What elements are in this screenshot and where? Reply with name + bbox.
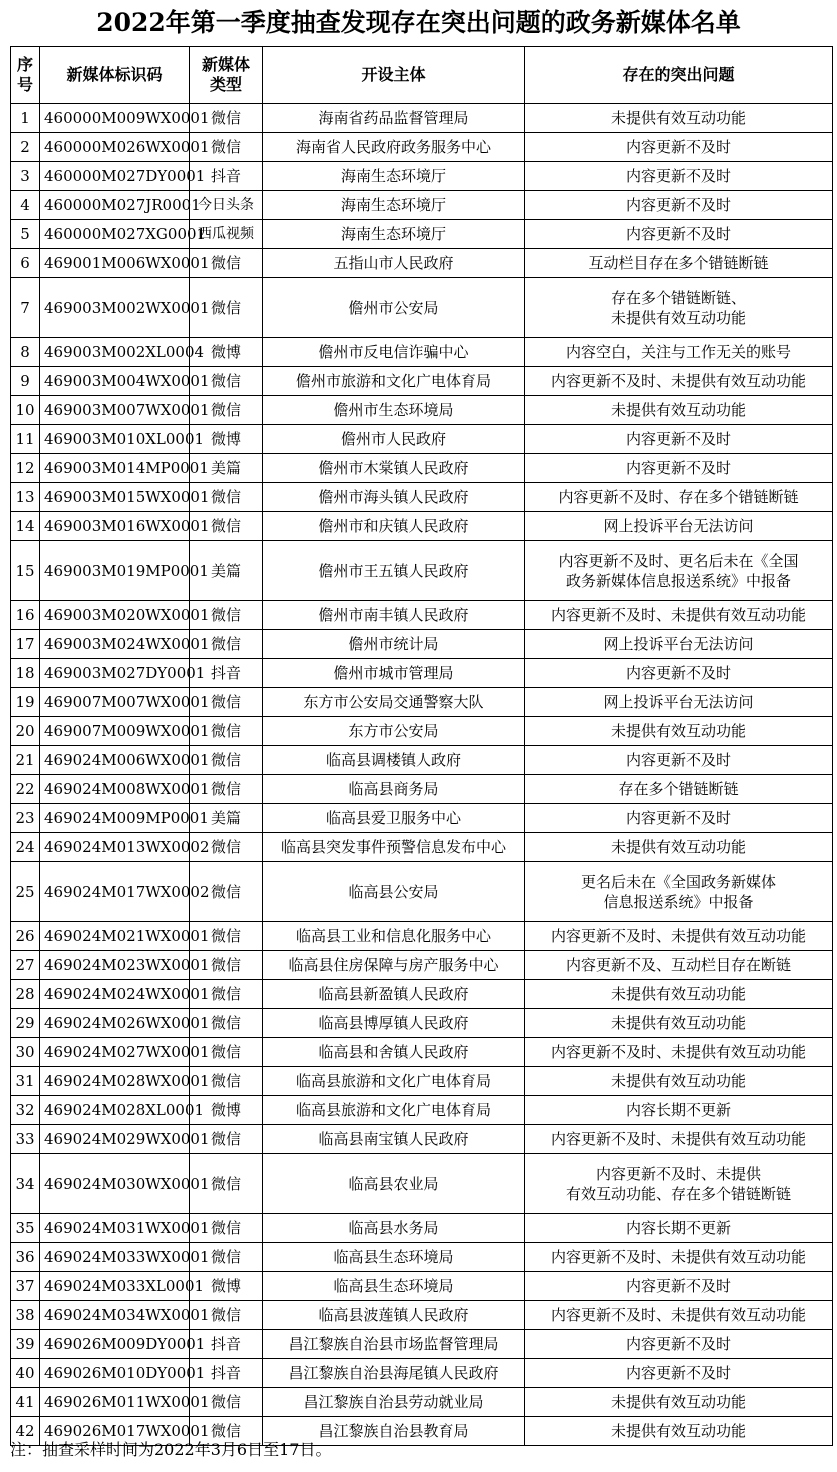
table-row bbox=[11, 1388, 833, 1417]
cell-code: 469024M030WX0001 bbox=[40, 1154, 190, 1214]
table-row bbox=[11, 1125, 833, 1154]
cell-issue: 内容更新不及时 bbox=[525, 804, 833, 833]
cell-issue: 未提供有效互动功能 bbox=[525, 1067, 833, 1096]
cell-owner: 儋州市王五镇人民政府 bbox=[263, 541, 525, 601]
table-row bbox=[11, 133, 833, 162]
table-row bbox=[11, 746, 833, 775]
cell-type: 微信 bbox=[190, 512, 263, 541]
table-row bbox=[11, 1214, 833, 1243]
cell-code: 469024M009MP0001 bbox=[40, 804, 190, 833]
cell-type: 微信 bbox=[190, 1214, 263, 1243]
cell-owner: 儋州市城市管理局 bbox=[263, 659, 525, 688]
cell-type: 微信 bbox=[190, 1125, 263, 1154]
cell-code: 469024M021WX0001 bbox=[40, 922, 190, 951]
cell-owner: 临高县生态环境局 bbox=[263, 1243, 525, 1272]
table-row bbox=[11, 804, 833, 833]
cell-owner: 海南省人民政府政务服务中心 bbox=[263, 133, 525, 162]
cell-type: 抖音 bbox=[190, 1330, 263, 1359]
cell-code: 469026M009DY0001 bbox=[40, 1330, 190, 1359]
cell-seq: 13 bbox=[11, 483, 40, 512]
cell-code: 469003M004WX0001 bbox=[40, 367, 190, 396]
cell-issue: 内容更新不及时 bbox=[525, 746, 833, 775]
cell-issue: 内容空白，关注与工作无关的账号 bbox=[525, 338, 833, 367]
table-row bbox=[11, 1038, 833, 1067]
cell-seq: 8 bbox=[11, 338, 40, 367]
cell-owner: 临高县南宝镇人民政府 bbox=[263, 1125, 525, 1154]
cell-issue: 内容更新不及时 bbox=[525, 162, 833, 191]
cell-type: 美篇 bbox=[190, 541, 263, 601]
cell-seq: 10 bbox=[11, 396, 40, 425]
cell-seq: 25 bbox=[11, 862, 40, 922]
cell-code: 469003M014MP0001 bbox=[40, 454, 190, 483]
cell-type: 微信 bbox=[190, 1067, 263, 1096]
cell-issue: 存在多个错链断链、 未提供有效互动功能 bbox=[525, 278, 833, 338]
table-row bbox=[11, 862, 833, 922]
cell-owner: 临高县工业和信息化服务中心 bbox=[263, 922, 525, 951]
cell-code: 469024M023WX0001 bbox=[40, 951, 190, 980]
table-row bbox=[11, 162, 833, 191]
cell-seq: 40 bbox=[11, 1359, 40, 1388]
cell-owner: 昌江黎族自治县市场监督管理局 bbox=[263, 1330, 525, 1359]
cell-code: 469024M024WX0001 bbox=[40, 980, 190, 1009]
cell-seq: 15 bbox=[11, 541, 40, 601]
cell-seq: 11 bbox=[11, 425, 40, 454]
cell-owner: 海南生态环境厅 bbox=[263, 220, 525, 249]
cell-seq: 7 bbox=[11, 278, 40, 338]
cell-issue: 未提供有效互动功能 bbox=[525, 1417, 833, 1446]
cell-issue: 内容长期不更新 bbox=[525, 1214, 833, 1243]
cell-code: 460000M026WX0001 bbox=[40, 133, 190, 162]
cell-code: 469003M010XL0001 bbox=[40, 425, 190, 454]
cell-seq: 16 bbox=[11, 601, 40, 630]
cell-owner: 临高县水务局 bbox=[263, 1214, 525, 1243]
cell-owner: 临高县住房保障与房产服务中心 bbox=[263, 951, 525, 980]
cell-issue: 未提供有效互动功能 bbox=[525, 717, 833, 746]
cell-issue: 内容更新不及时 bbox=[525, 1330, 833, 1359]
cell-owner: 儋州市生态环境局 bbox=[263, 396, 525, 425]
table-body bbox=[11, 104, 833, 1446]
cell-code: 460000M009WX0001 bbox=[40, 104, 190, 133]
cell-seq: 22 bbox=[11, 775, 40, 804]
cell-code: 469003M019MP0001 bbox=[40, 541, 190, 601]
cell-type: 微信 bbox=[190, 249, 263, 278]
cell-code: 469003M027DY0001 bbox=[40, 659, 190, 688]
table-row bbox=[11, 1330, 833, 1359]
header-issue: 存在的突出问题 bbox=[525, 47, 833, 104]
cell-owner: 昌江黎族自治县海尾镇人民政府 bbox=[263, 1359, 525, 1388]
cell-code: 469003M015WX0001 bbox=[40, 483, 190, 512]
cell-seq: 38 bbox=[11, 1301, 40, 1330]
cell-seq: 21 bbox=[11, 746, 40, 775]
table-row bbox=[11, 922, 833, 951]
cell-seq: 31 bbox=[11, 1067, 40, 1096]
cell-issue: 互动栏目存在多个错链断链 bbox=[525, 249, 833, 278]
table-row bbox=[11, 833, 833, 862]
cell-owner: 东方市公安局交通警察大队 bbox=[263, 688, 525, 717]
cell-seq: 28 bbox=[11, 980, 40, 1009]
cell-issue: 更名后未在《全国政务新媒体 信息报送系统》中报备 bbox=[525, 862, 833, 922]
header-type: 新媒体 类型 bbox=[190, 47, 263, 104]
cell-issue: 内容长期不更新 bbox=[525, 1096, 833, 1125]
cell-issue: 内容更新不及时、未提供有效互动功能 bbox=[525, 1125, 833, 1154]
cell-owner: 临高县公安局 bbox=[263, 862, 525, 922]
cell-code: 469024M033XL0001 bbox=[40, 1272, 190, 1301]
cell-type: 今日头条 bbox=[190, 191, 263, 220]
cell-owner: 海南生态环境厅 bbox=[263, 191, 525, 220]
cell-seq: 1 bbox=[11, 104, 40, 133]
table-header-row bbox=[11, 47, 833, 104]
cell-type: 抖音 bbox=[190, 1359, 263, 1388]
cell-code: 469003M007WX0001 bbox=[40, 396, 190, 425]
cell-type: 微信 bbox=[190, 1009, 263, 1038]
table-row bbox=[11, 980, 833, 1009]
cell-type: 微信 bbox=[190, 483, 263, 512]
cell-issue: 未提供有效互动功能 bbox=[525, 104, 833, 133]
cell-code: 469003M002WX0001 bbox=[40, 278, 190, 338]
cell-owner: 昌江黎族自治县教育局 bbox=[263, 1417, 525, 1446]
table-row bbox=[11, 1096, 833, 1125]
cell-type: 微信 bbox=[190, 396, 263, 425]
cell-code: 469026M011WX0001 bbox=[40, 1388, 190, 1417]
cell-code: 469007M007WX0001 bbox=[40, 688, 190, 717]
header-seq: 序 号 bbox=[11, 47, 40, 104]
cell-owner: 儋州市反电信诈骗中心 bbox=[263, 338, 525, 367]
table-row bbox=[11, 630, 833, 659]
cell-type: 微信 bbox=[190, 367, 263, 396]
table-row bbox=[11, 1009, 833, 1038]
cell-seq: 17 bbox=[11, 630, 40, 659]
cell-owner: 儋州市人民政府 bbox=[263, 425, 525, 454]
table-row bbox=[11, 1067, 833, 1096]
document-title: 2022年第一季度抽查发现存在突出问题的政务新媒体名单 bbox=[96, 8, 741, 37]
cell-owner: 儋州市公安局 bbox=[263, 278, 525, 338]
cell-owner: 临高县爱卫服务中心 bbox=[263, 804, 525, 833]
cell-type: 微信 bbox=[190, 688, 263, 717]
cell-code: 460000M027DY0001 bbox=[40, 162, 190, 191]
cell-seq: 41 bbox=[11, 1388, 40, 1417]
cell-owner: 临高县突发事件预警信息发布中心 bbox=[263, 833, 525, 862]
cell-issue: 内容更新不及时 bbox=[525, 1272, 833, 1301]
cell-seq: 42 bbox=[11, 1417, 40, 1446]
cell-code: 469024M028XL0001 bbox=[40, 1096, 190, 1125]
cell-issue: 内容更新不及时 bbox=[525, 425, 833, 454]
cell-issue: 内容更新不及时 bbox=[525, 1359, 833, 1388]
cell-type: 微信 bbox=[190, 1038, 263, 1067]
cell-seq: 32 bbox=[11, 1096, 40, 1125]
cell-seq: 35 bbox=[11, 1214, 40, 1243]
cell-issue: 内容更新不及时、更名后未在《全国 政务新媒体信息报送系统》中报备 bbox=[525, 541, 833, 601]
table-row bbox=[11, 541, 833, 601]
table-row bbox=[11, 425, 833, 454]
cell-type: 微博 bbox=[190, 1272, 263, 1301]
cell-owner: 临高县波莲镇人民政府 bbox=[263, 1301, 525, 1330]
cell-seq: 27 bbox=[11, 951, 40, 980]
cell-seq: 4 bbox=[11, 191, 40, 220]
table-row bbox=[11, 601, 833, 630]
cell-seq: 2 bbox=[11, 133, 40, 162]
cell-code: 469024M031WX0001 bbox=[40, 1214, 190, 1243]
table-row bbox=[11, 512, 833, 541]
cell-seq: 3 bbox=[11, 162, 40, 191]
cell-type: 微信 bbox=[190, 862, 263, 922]
table-row bbox=[11, 1359, 833, 1388]
cell-issue: 网上投诉平台无法访问 bbox=[525, 512, 833, 541]
cell-issue: 未提供有效互动功能 bbox=[525, 980, 833, 1009]
table-row bbox=[11, 688, 833, 717]
cell-owner: 海南省药品监督管理局 bbox=[263, 104, 525, 133]
table-row bbox=[11, 1243, 833, 1272]
table-row bbox=[11, 483, 833, 512]
cell-issue: 未提供有效互动功能 bbox=[525, 396, 833, 425]
cell-issue: 内容更新不及时、未提供有效互动功能 bbox=[525, 601, 833, 630]
cell-type: 微信 bbox=[190, 1388, 263, 1417]
cell-type: 微信 bbox=[190, 746, 263, 775]
cell-issue: 网上投诉平台无法访问 bbox=[525, 688, 833, 717]
cell-type: 微信 bbox=[190, 601, 263, 630]
cell-issue: 内容更新不及时、未提供有效互动功能 bbox=[525, 1243, 833, 1272]
cell-seq: 30 bbox=[11, 1038, 40, 1067]
cell-type: 西瓜视频 bbox=[190, 220, 263, 249]
cell-type: 美篇 bbox=[190, 454, 263, 483]
cell-code: 469007M009WX0001 bbox=[40, 717, 190, 746]
cell-seq: 36 bbox=[11, 1243, 40, 1272]
cell-issue: 内容更新不及时 bbox=[525, 659, 833, 688]
table-row bbox=[11, 659, 833, 688]
table-row bbox=[11, 775, 833, 804]
cell-type: 微信 bbox=[190, 717, 263, 746]
cell-type: 抖音 bbox=[190, 162, 263, 191]
cell-issue: 内容更新不及时、未提供有效互动功能 bbox=[525, 922, 833, 951]
cell-seq: 29 bbox=[11, 1009, 40, 1038]
cell-seq: 14 bbox=[11, 512, 40, 541]
table-row bbox=[11, 951, 833, 980]
cell-code: 469003M016WX0001 bbox=[40, 512, 190, 541]
cell-code: 469003M002XL0004 bbox=[40, 338, 190, 367]
cell-seq: 33 bbox=[11, 1125, 40, 1154]
cell-issue: 内容更新不及时 bbox=[525, 191, 833, 220]
table-row bbox=[11, 220, 833, 249]
cell-type: 微信 bbox=[190, 980, 263, 1009]
cell-owner: 东方市公安局 bbox=[263, 717, 525, 746]
cell-seq: 20 bbox=[11, 717, 40, 746]
cell-code: 469003M024WX0001 bbox=[40, 630, 190, 659]
cell-code: 469024M013WX0002 bbox=[40, 833, 190, 862]
cell-type: 微博 bbox=[190, 338, 263, 367]
cell-code: 469024M034WX0001 bbox=[40, 1301, 190, 1330]
cell-seq: 5 bbox=[11, 220, 40, 249]
table-row bbox=[11, 1272, 833, 1301]
cell-code: 469024M017WX0002 bbox=[40, 862, 190, 922]
cell-owner: 昌江黎族自治县劳动就业局 bbox=[263, 1388, 525, 1417]
cell-issue: 未提供有效互动功能 bbox=[525, 833, 833, 862]
cell-owner: 儋州市南丰镇人民政府 bbox=[263, 601, 525, 630]
cell-type: 微信 bbox=[190, 1417, 263, 1446]
cell-issue: 内容更新不及时 bbox=[525, 220, 833, 249]
table-row bbox=[11, 278, 833, 338]
cell-issue: 内容更新不及时、未提供 有效互动功能、存在多个错链断链 bbox=[525, 1154, 833, 1214]
cell-issue: 存在多个错链断链 bbox=[525, 775, 833, 804]
header-owner: 开设主体 bbox=[263, 47, 525, 104]
cell-seq: 24 bbox=[11, 833, 40, 862]
cell-type: 抖音 bbox=[190, 659, 263, 688]
cell-type: 微信 bbox=[190, 133, 263, 162]
cell-code: 469024M028WX0001 bbox=[40, 1067, 190, 1096]
header-code: 新媒体标识码 bbox=[40, 47, 190, 104]
cell-type: 微信 bbox=[190, 1301, 263, 1330]
sampling-note: 注：抽查采样时间为2022年3月6日至17日。 bbox=[10, 1440, 332, 1459]
table-row bbox=[11, 104, 833, 133]
table-row bbox=[11, 249, 833, 278]
cell-owner: 临高县商务局 bbox=[263, 775, 525, 804]
cell-seq: 18 bbox=[11, 659, 40, 688]
cell-type: 微信 bbox=[190, 833, 263, 862]
cell-type: 微信 bbox=[190, 951, 263, 980]
cell-owner: 临高县和舍镇人民政府 bbox=[263, 1038, 525, 1067]
cell-owner: 海南生态环境厅 bbox=[263, 162, 525, 191]
cell-code: 469024M029WX0001 bbox=[40, 1125, 190, 1154]
cell-code: 469024M027WX0001 bbox=[40, 1038, 190, 1067]
cell-type: 微信 bbox=[190, 775, 263, 804]
cell-issue: 未提供有效互动功能 bbox=[525, 1388, 833, 1417]
cell-type: 微信 bbox=[190, 1243, 263, 1272]
cell-seq: 6 bbox=[11, 249, 40, 278]
cell-owner: 临高县博厚镇人民政府 bbox=[263, 1009, 525, 1038]
problem-media-table bbox=[10, 46, 833, 1446]
cell-issue: 内容更新不及时、未提供有效互动功能 bbox=[525, 1038, 833, 1067]
table-row bbox=[11, 1301, 833, 1330]
table-row bbox=[11, 396, 833, 425]
table-row bbox=[11, 191, 833, 220]
cell-type: 微信 bbox=[190, 922, 263, 951]
cell-type: 微博 bbox=[190, 1096, 263, 1125]
cell-type: 微信 bbox=[190, 630, 263, 659]
cell-owner: 儋州市海头镇人民政府 bbox=[263, 483, 525, 512]
cell-code: 469026M010DY0001 bbox=[40, 1359, 190, 1388]
cell-seq: 34 bbox=[11, 1154, 40, 1214]
cell-seq: 26 bbox=[11, 922, 40, 951]
cell-issue: 内容更新不及时 bbox=[525, 133, 833, 162]
cell-seq: 23 bbox=[11, 804, 40, 833]
table-row bbox=[11, 367, 833, 396]
cell-owner: 五指山市人民政府 bbox=[263, 249, 525, 278]
cell-issue: 网上投诉平台无法访问 bbox=[525, 630, 833, 659]
cell-seq: 37 bbox=[11, 1272, 40, 1301]
cell-type: 微信 bbox=[190, 104, 263, 133]
cell-type: 微信 bbox=[190, 1154, 263, 1214]
cell-seq: 39 bbox=[11, 1330, 40, 1359]
cell-owner: 临高县旅游和文化广电体育局 bbox=[263, 1067, 525, 1096]
cell-issue: 内容更新不及时、存在多个错链断链 bbox=[525, 483, 833, 512]
cell-issue: 内容更新不及时、未提供有效互动功能 bbox=[525, 1301, 833, 1330]
cell-code: 469024M008WX0001 bbox=[40, 775, 190, 804]
cell-owner: 儋州市统计局 bbox=[263, 630, 525, 659]
table-row bbox=[11, 1154, 833, 1214]
cell-owner: 儋州市旅游和文化广电体育局 bbox=[263, 367, 525, 396]
cell-issue: 内容更新不及、互动栏目存在断链 bbox=[525, 951, 833, 980]
cell-owner: 临高县农业局 bbox=[263, 1154, 525, 1214]
cell-code: 469024M033WX0001 bbox=[40, 1243, 190, 1272]
cell-type: 微信 bbox=[190, 278, 263, 338]
cell-code: 469024M026WX0001 bbox=[40, 1009, 190, 1038]
cell-owner: 临高县调楼镇人政府 bbox=[263, 746, 525, 775]
cell-seq: 9 bbox=[11, 367, 40, 396]
table-row bbox=[11, 454, 833, 483]
cell-owner: 儋州市木棠镇人民政府 bbox=[263, 454, 525, 483]
cell-code: 469026M017WX0001 bbox=[40, 1417, 190, 1446]
cell-owner: 儋州市和庆镇人民政府 bbox=[263, 512, 525, 541]
cell-seq: 12 bbox=[11, 454, 40, 483]
cell-owner: 临高县新盈镇人民政府 bbox=[263, 980, 525, 1009]
table-row bbox=[11, 717, 833, 746]
cell-code: 469003M020WX0001 bbox=[40, 601, 190, 630]
cell-seq: 19 bbox=[11, 688, 40, 717]
cell-issue: 未提供有效互动功能 bbox=[525, 1009, 833, 1038]
cell-owner: 临高县旅游和文化广电体育局 bbox=[263, 1096, 525, 1125]
cell-type: 美篇 bbox=[190, 804, 263, 833]
cell-issue: 内容更新不及时、未提供有效互动功能 bbox=[525, 367, 833, 396]
cell-type: 微博 bbox=[190, 425, 263, 454]
cell-code: 460000M027JR0001 bbox=[40, 191, 190, 220]
cell-code: 469001M006WX0001 bbox=[40, 249, 190, 278]
table-row bbox=[11, 338, 833, 367]
cell-issue: 内容更新不及时 bbox=[525, 454, 833, 483]
cell-code: 469024M006WX0001 bbox=[40, 746, 190, 775]
cell-code: 460000M027XG0001 bbox=[40, 220, 190, 249]
cell-owner: 临高县生态环境局 bbox=[263, 1272, 525, 1301]
